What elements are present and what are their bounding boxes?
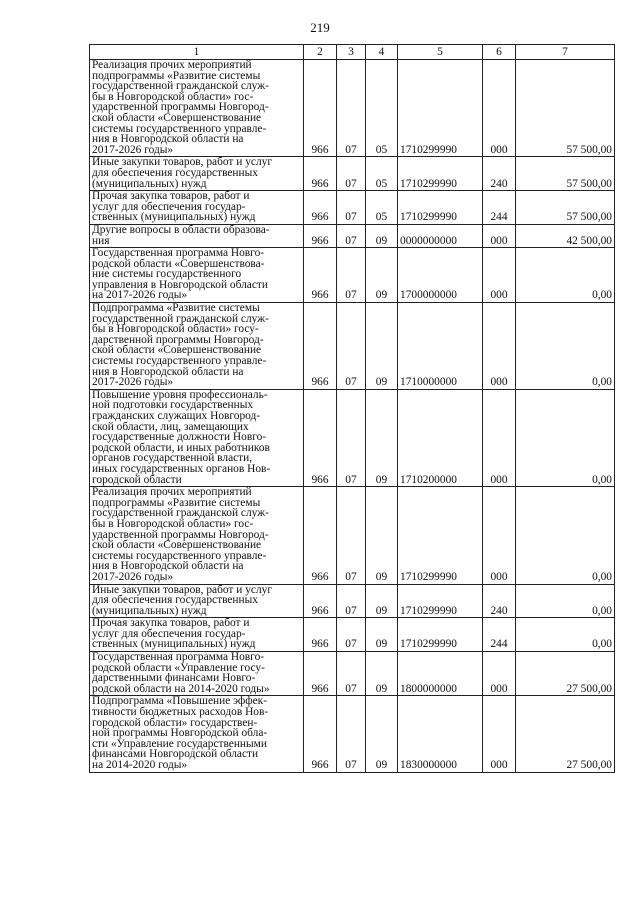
expense-name: Иные закупки товаров, работ и услуг для обеспечения государственных (муниципальных) нужд [90, 584, 304, 618]
column-header: 2 [304, 45, 337, 60]
expense-name: Государственная программа Новго- родской области «Совершенствова- ние системы государственного управления в Новгородской области на 2017-2026 годы» [90, 248, 304, 303]
expense-type-code: 240 [483, 584, 516, 618]
subsection-code: 09 [366, 224, 398, 247]
section-code: 07 [337, 389, 366, 486]
section-code: 07 [337, 696, 366, 772]
amount: 57 500,00 [516, 157, 615, 191]
expense-name: Реализация прочих мероприятий подпрограммы «Развитие системы государственной гражданской служ- бы в Новгородской области» гос- ударственной программы Новгород- ской области «Совершенствование системы государственного управле- ния в Новгородской области на 2017-2026 годы» [90, 60, 304, 157]
subsection-code: 05 [366, 60, 398, 157]
section-code: 07 [337, 487, 366, 584]
subsection-code: 09 [366, 696, 398, 772]
expense-name: Иные закупки товаров, работ и услуг для обеспечения государственных (муниципальных) нужд [90, 157, 304, 191]
page-number: 219 [310, 20, 330, 35]
expense-type-code: 240 [483, 157, 516, 191]
table-row [90, 696, 615, 772]
amount: 0,00 [516, 584, 615, 618]
section-code: 07 [337, 248, 366, 303]
budget-table [89, 44, 615, 773]
expense-name: Прочая закупка товаров, работ и услуг для обеспечения государ- ственных (муниципальных) нужд [90, 191, 304, 225]
column-header: 3 [337, 45, 366, 60]
table-row [90, 224, 615, 247]
section-code: 07 [337, 191, 366, 225]
amount: 57 500,00 [516, 60, 615, 157]
expense-name: Реализация прочих мероприятий подпрограммы «Развитие системы государственной гражданской служ- бы в Новгородской области» гос- ударственной программы Новгород- ской области «Совершенствование системы государственного управле- ния в Новгородской области на 2017-2026 годы» [90, 487, 304, 584]
column-header: 4 [366, 45, 398, 60]
column-header: 7 [516, 45, 615, 60]
amount: 57 500,00 [516, 191, 615, 225]
section-code: 07 [337, 652, 366, 696]
target-article-code: 1710299990 [398, 60, 483, 157]
section-code: 07 [337, 60, 366, 157]
header-row [90, 45, 615, 60]
target-article-code: 1710299990 [398, 487, 483, 584]
expense-type-code: 000 [483, 303, 516, 390]
target-article-code: 1800000000 [398, 652, 483, 696]
target-article-code: 1710299990 [398, 618, 483, 652]
expense-type-code: 000 [483, 224, 516, 247]
ministry-code: 966 [304, 696, 337, 772]
ministry-code: 966 [304, 248, 337, 303]
table-row [90, 303, 615, 390]
table-row [90, 652, 615, 696]
expense-type-code: 000 [483, 696, 516, 772]
subsection-code: 09 [366, 389, 398, 486]
target-article-code: 1830000000 [398, 696, 483, 772]
ministry-code: 966 [304, 487, 337, 584]
ministry-code: 966 [304, 618, 337, 652]
table-row [90, 584, 615, 618]
subsection-code: 09 [366, 248, 398, 303]
amount: 27 500,00 [516, 696, 615, 772]
column-header: 1 [90, 45, 304, 60]
table-row [90, 618, 615, 652]
amount: 0,00 [516, 248, 615, 303]
ministry-code: 966 [304, 224, 337, 247]
expense-type-code: 000 [483, 652, 516, 696]
subsection-code: 05 [366, 191, 398, 225]
section-code: 07 [337, 157, 366, 191]
target-article-code: 1700000000 [398, 248, 483, 303]
table-row [90, 248, 615, 303]
table-row [90, 157, 615, 191]
table-row [90, 487, 615, 584]
section-code: 07 [337, 584, 366, 618]
expense-type-code: 000 [483, 487, 516, 584]
ministry-code: 966 [304, 303, 337, 390]
expense-name: Другие вопросы в области образова- ния [90, 224, 304, 247]
target-article-code: 1710299990 [398, 584, 483, 618]
expense-type-code: 244 [483, 191, 516, 225]
section-code: 07 [337, 224, 366, 247]
subsection-code: 09 [366, 303, 398, 390]
table-row [90, 60, 615, 157]
ministry-code: 966 [304, 191, 337, 225]
ministry-code: 966 [304, 60, 337, 157]
subsection-code: 09 [366, 487, 398, 584]
target-article-code: 1710200000 [398, 389, 483, 486]
expense-type-code: 000 [483, 60, 516, 157]
amount: 27 500,00 [516, 652, 615, 696]
amount: 0,00 [516, 487, 615, 584]
table-row [90, 191, 615, 225]
target-article-code: 0000000000 [398, 224, 483, 247]
target-article-code: 1710000000 [398, 303, 483, 390]
target-article-code: 1710299990 [398, 191, 483, 225]
table-row [90, 389, 615, 486]
amount: 0,00 [516, 618, 615, 652]
amount: 42 500,00 [516, 224, 615, 247]
expense-name: Прочая закупка товаров, работ и услуг для обеспечения государ- ственных (муниципальных) нужд [90, 618, 304, 652]
section-code: 07 [337, 618, 366, 652]
section-code: 07 [337, 303, 366, 390]
column-header: 6 [483, 45, 516, 60]
ministry-code: 966 [304, 652, 337, 696]
target-article-code: 1710299990 [398, 157, 483, 191]
ministry-code: 966 [304, 389, 337, 486]
ministry-code: 966 [304, 584, 337, 618]
ministry-code: 966 [304, 157, 337, 191]
column-header: 5 [398, 45, 483, 60]
subsection-code: 09 [366, 652, 398, 696]
amount: 0,00 [516, 303, 615, 390]
amount: 0,00 [516, 389, 615, 486]
subsection-code: 09 [366, 584, 398, 618]
expense-type-code: 244 [483, 618, 516, 652]
subsection-code: 09 [366, 618, 398, 652]
expense-type-code: 000 [483, 248, 516, 303]
expense-type-code: 000 [483, 389, 516, 486]
subsection-code: 05 [366, 157, 398, 191]
expense-name: Повышение уровня профессиональ- ной подготовки государственных гражданских служащих Новгород- ской области, лиц, замещающих государственные должности Новго- родской области, и иных работников органов государственной власти, иных государственных органов Нов- городской области [90, 389, 304, 486]
expense-name: Подпрограмма «Развитие системы государственной гражданской служ- бы в Новгородской области» госу- дарственной программы Новгород- ской области «Совершенствование системы государственного управле- ния в Новгородской области на 2017-2026 годы» [90, 303, 304, 390]
expense-name: Подпрограмма «Повышение эффек- тивности бюджетных расходов Нов- городской области» государствен- ной программы Новгородской обла- сти «Управление государственными финансами Новгородской области на 2014-2020 годы» [90, 696, 304, 772]
expense-name: Государственная программа Новго- родской области «Управление госу- дарственными финансами Новго- родской области на 2014-2020 годы» [90, 652, 304, 696]
